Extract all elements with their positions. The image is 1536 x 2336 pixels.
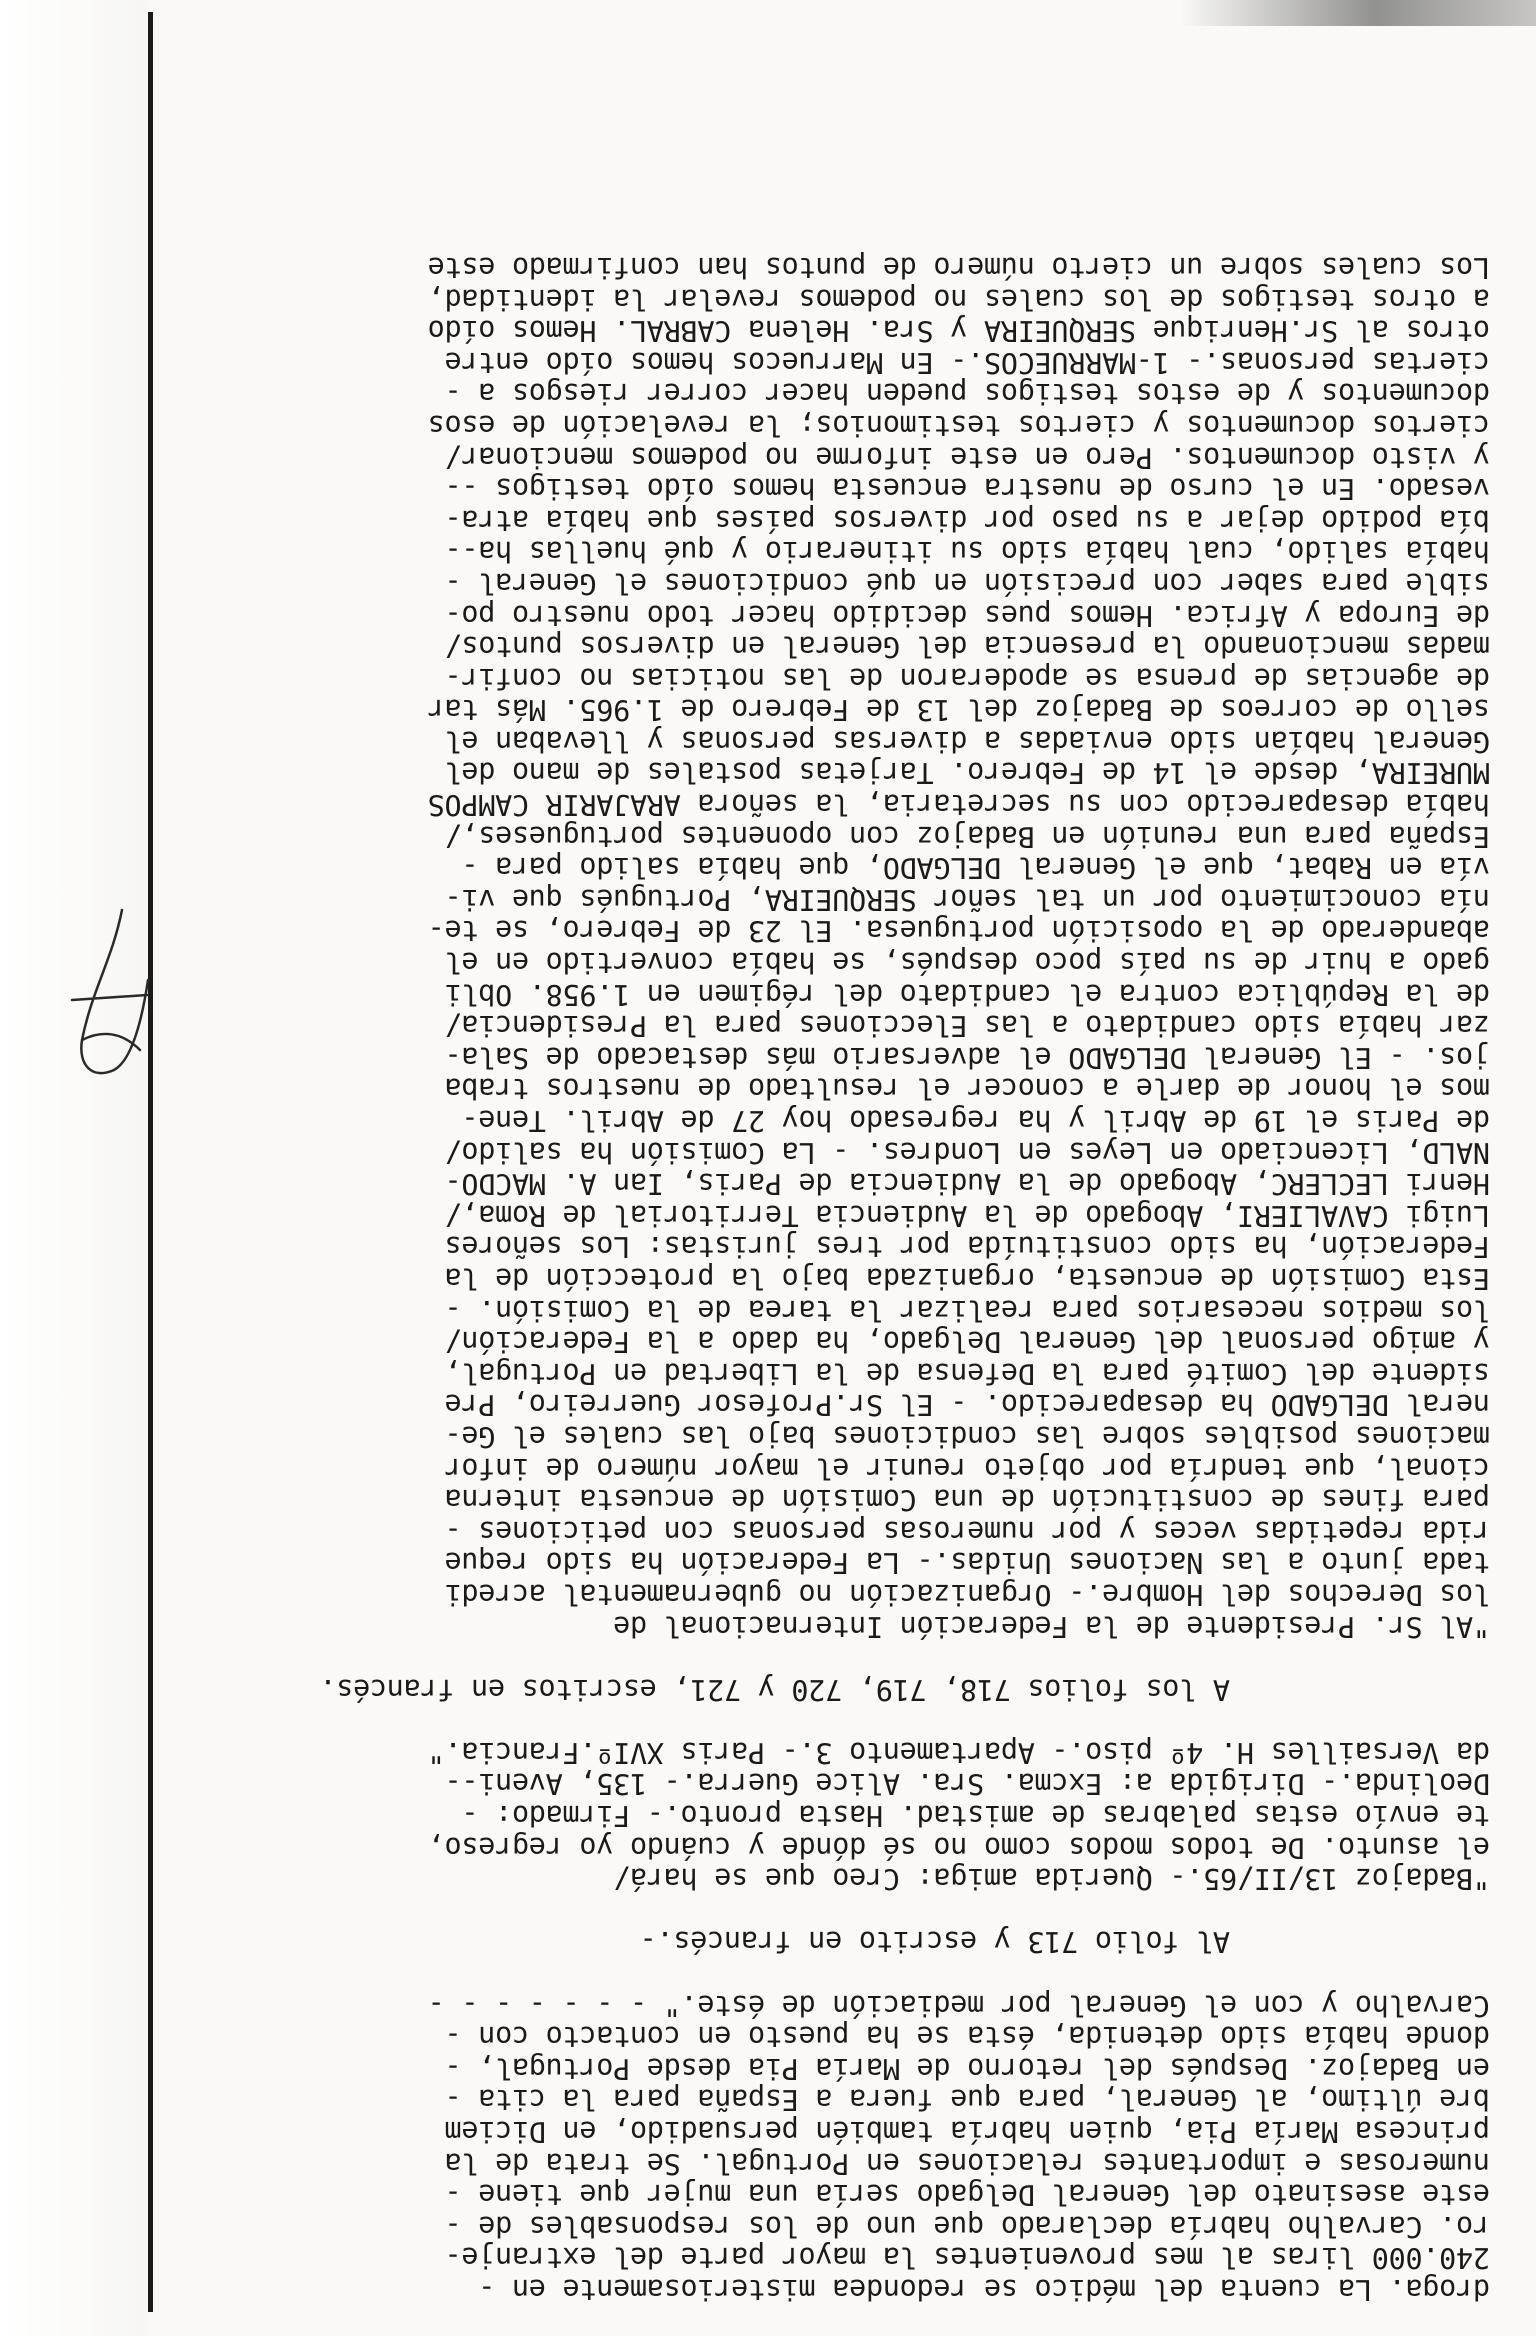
text-line: ro. Carvalho habría declarado que uno de los responsables de - bbox=[444, 2209, 1490, 2243]
text-line: madas mencionando la presencia del General en diversos puntos/ bbox=[444, 630, 1490, 664]
text-line: Los cuales sobre un cierto número de puntos han confirmado este bbox=[427, 251, 1490, 284]
text-line: de agencias de prensa se apoderaron de las noticias no confir- bbox=[444, 661, 1490, 695]
text-line: sello de correos de Badajoz del 13 de Febrero de 1.965. Más tar bbox=[427, 693, 1490, 727]
text-line: de Paris el 19 de Abril y ha regresado hoy 27 de Abril. Tene- bbox=[461, 1104, 1490, 1138]
text-line: Al folio 713 y escrito en francés.- bbox=[639, 1925, 1230, 1959]
text-line: y amigo personal del General Delgado, ha dado a la Federación/ bbox=[444, 1325, 1490, 1359]
text-line: bía podido dejar a su paso por diversos países que había atra- bbox=[444, 503, 1490, 537]
text-line: Deolinda.- Dirigida a: Excma. Sra. Alice Guerra.- 135, Aveni-- bbox=[444, 1767, 1490, 1801]
text-line: abanderado de la oposición portuguesa. El 23 de Febrero, se te- bbox=[427, 914, 1490, 948]
margin-rule bbox=[148, 12, 153, 2312]
text-line: los medios necesarios para realizar la tarea de la Comisión. - bbox=[444, 1293, 1490, 1327]
text-line: tada junto a las Naciones Unidas.- La Federación ha sido reque bbox=[444, 1546, 1490, 1580]
text-line: España para una reunión en Badajoz con oponentes portugueses,/ bbox=[444, 819, 1490, 853]
text-line: jos. - El General DELGADO el adversario más destacado de Sala- bbox=[444, 1040, 1490, 1074]
blank-line bbox=[190, 1705, 1490, 1737]
blank-line bbox=[190, 1957, 1490, 1989]
text-line: Federación, ha sido constituída por tres juristas: Los señores bbox=[444, 1230, 1490, 1264]
text-line: rida repetidas veces y por numerosas personas con peticiones - bbox=[444, 1514, 1490, 1548]
text-line: "Badajoz 13/II/65.- Querida amiga: Creo que se hará/ bbox=[613, 1862, 1490, 1896]
text-line: bre último, al General, para que fuera a España para la cita - bbox=[444, 2083, 1490, 2117]
text-line: había salido, cual había sido su itinerario y qué huellas ha-- bbox=[444, 535, 1490, 569]
text-line: maciones posibles sobre las condiciones bajo las cuales el Ge- bbox=[444, 1419, 1490, 1453]
text-line: este asesinato del General Delgado sería una mujer que tiene - bbox=[444, 2178, 1490, 2212]
blank-line bbox=[190, 1894, 1490, 1926]
text-line: documentos y de estos testigos pueden hacer correr riesgos a - bbox=[444, 377, 1490, 411]
text-line: ciertas personas.- 1-MARRUECOS.- En Marruecos hemos oído entre bbox=[444, 345, 1490, 379]
text-line: sible para saber con precisión en qué condiciones el General - bbox=[444, 566, 1490, 600]
document-body bbox=[190, 115, 1490, 2305]
text-line: a otros testigos de los cuales no podemos revelar la identidad, bbox=[427, 282, 1490, 316]
text-line: para fines de constitución de una Comisión de encuesta interna bbox=[444, 1483, 1490, 1517]
text-line: zar había sido candidato a las Elecciones para la Presidencia/ bbox=[444, 1009, 1490, 1043]
text-line: sidente del Comité para la Defensa de la Libertad en Portugal, bbox=[444, 1356, 1490, 1390]
text-line: da Versailles H. 4º piso.- Apartamento 3.- Paris XVIº.Francia." bbox=[427, 1735, 1490, 1769]
text-line: NALD, Licenciado en Leyes en Londres. - La Comisión ha salido/ bbox=[444, 1135, 1490, 1169]
page-margin bbox=[0, 0, 148, 2336]
text-line: neral DELGADO ha desaparecido. - El Sr.Profesor Guerreiro, Pre bbox=[444, 1388, 1490, 1422]
text-line: de Europa y Africa. Hemos pues decidido hacer todo nuestro po- bbox=[444, 598, 1490, 632]
blank-line bbox=[190, 1642, 1490, 1674]
text-line: los Derechos del Hombre.- Organización no gubernamental acredi bbox=[444, 1577, 1490, 1611]
text-line: Henri LECLERC, Abogado de la Audiencia de Paris, Ian A. MACDO- bbox=[444, 1167, 1490, 1201]
text-line: cional, que tendría por objeto reunir el mayor número de infor bbox=[444, 1451, 1490, 1485]
text-line: gado a huir de su país poco después, se había convertido en el bbox=[444, 946, 1490, 980]
text-line: MUREIRA, desde el 14 de Febrero. Tarjetas postales de mano del bbox=[444, 756, 1490, 790]
text-line: Esta Comisión de encuesta, organizada bajo la protección de la bbox=[444, 1262, 1490, 1295]
text-line: Carvalho y con el General por mediación de éste." - - - - - - - bbox=[427, 1988, 1490, 2022]
text-line: droga. La cuenta del médico se redondea misteriosamente en - bbox=[478, 2273, 1490, 2306]
text-line: "Al Sr. Presidente de la Federación Internacional de bbox=[613, 1609, 1490, 1643]
text-line: Luigi CAVALIERI, Abogado de la Audiencia Territorial de Roma,/ bbox=[444, 1198, 1490, 1232]
text-line: mos el honor de darle a conocer el resultado de nuestros traba bbox=[444, 1072, 1490, 1106]
text-line: de la República contra el candidato del régimen en 1.958. Obli bbox=[444, 977, 1490, 1011]
text-line: General habían sido enviadas a diversas personas y llevaban el bbox=[444, 724, 1490, 758]
text-line: ciertos documentos y ciertos testimonios; la revelación de esos bbox=[427, 408, 1490, 442]
text-line: y visto documentos. Pero en este informe no podemos mencionar/ bbox=[444, 440, 1490, 474]
text-line: 240.000 liras al mes provenientes la mayor parte del extranje- bbox=[444, 2241, 1490, 2275]
text-line: vesado. En el curso de nuestra encuesta hemos oído testigos -- bbox=[444, 472, 1490, 506]
text-line: nía conocimiento por un tal señor SERQUEIRA, Portugués que vi- bbox=[444, 882, 1490, 916]
text-line: te envío estas palabras de amistad. Hasta pronto.- Firmado: - bbox=[461, 1799, 1490, 1833]
text-line: donde había sido detenida, ésta se ha puesto en contacto con - bbox=[444, 2020, 1490, 2054]
scan-edge-shadow bbox=[1180, 0, 1536, 26]
text-line: el asunto. De todos modos como no sé dónde y cuándo yo regreso, bbox=[427, 1830, 1490, 1864]
text-line: A los folios 718, 719, 720 y 721, escritos en francés. bbox=[319, 1672, 1230, 1706]
text-line: numerosas e importantes relaciones en Portugal. Se trata de la bbox=[444, 2146, 1490, 2180]
text-line: princesa María Pia, quien habría también persuadido, en Diciem bbox=[444, 2115, 1490, 2149]
text-line: vía en Rabat, que el General DELGADO, que había salido para - bbox=[461, 851, 1490, 885]
text-line: había desaparecido con su secretaria, la señora ARAJARIR CAMPOS bbox=[427, 788, 1490, 822]
text-line: otros al Sr.Henrique SERQUEIRA y Sra. Helena CABRAL. Hemos oído bbox=[427, 314, 1490, 348]
text-line: en Badajoz. Después del retorno de María Pia desde Portugal, - bbox=[444, 2051, 1490, 2085]
handwritten-mark bbox=[52, 900, 162, 1100]
